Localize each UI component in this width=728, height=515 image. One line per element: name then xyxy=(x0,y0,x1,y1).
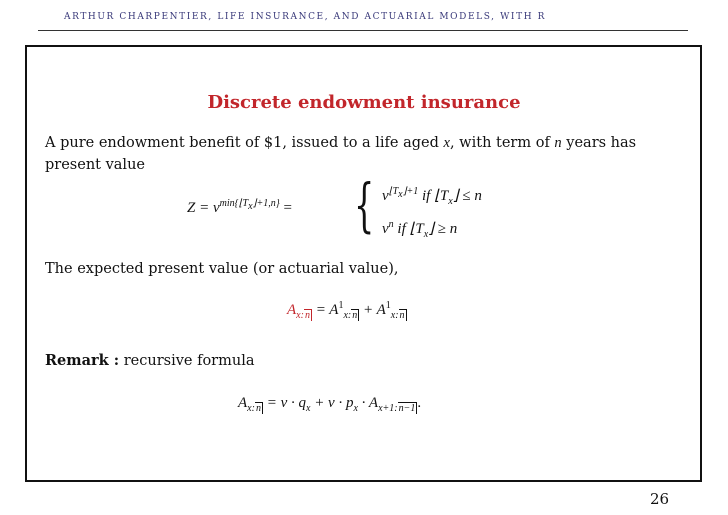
intro-text-c: years has xyxy=(566,135,637,151)
case2-sup: n xyxy=(388,219,394,230)
case1-sup: ⌊T xyxy=(388,186,399,197)
case1-cond-end: ⌋ ≤ n xyxy=(452,188,482,204)
header-rule xyxy=(38,30,688,31)
epv-term1-sup: 1 xyxy=(338,300,344,311)
epv-eq: = A xyxy=(315,302,339,318)
eq-equals: = xyxy=(283,200,292,216)
running-header: ARTHUR CHARPENTIER, LIFE INSURANCE, AND ACTUARIAL MODELS, WITH R xyxy=(64,12,546,22)
slide-title: Discrete endowment insurance xyxy=(207,92,521,113)
epv-term2-sup: 1 xyxy=(385,300,391,311)
left-brace-icon: { xyxy=(354,171,375,239)
epv-term2-sub: x: xyxy=(390,310,399,321)
eq-lhs-sup-sub: x xyxy=(248,201,253,212)
case1-sup-end: ⌋+1 xyxy=(402,186,419,197)
rec-mid3: · A xyxy=(361,395,379,411)
expected-value-text: The expected present value (or actuarial value), xyxy=(45,261,399,277)
epv-term1-box: n xyxy=(352,310,358,321)
recursive-equation xyxy=(238,395,421,414)
intro-text-b: , with term of xyxy=(449,135,550,151)
epv-term1-sub: x: xyxy=(343,310,352,321)
rec-mid2: + ν · p xyxy=(314,395,354,411)
case2-cond-sub: x xyxy=(423,229,429,240)
epv-A-sub: x: xyxy=(296,310,304,321)
rec-end: . xyxy=(417,395,422,411)
rec-last-sub: x+1: xyxy=(378,403,398,414)
equation-lhs xyxy=(187,198,292,217)
case1-cond: if ⌊T xyxy=(422,188,449,204)
intro-line-2: present value xyxy=(45,157,145,173)
epv-plus: + A xyxy=(363,302,386,318)
eq-lhs-base: Z = ν xyxy=(187,200,220,216)
intro-line-1 xyxy=(45,132,636,154)
rec-A-sub: x: xyxy=(247,403,255,414)
page-number: 26 xyxy=(650,490,670,508)
intro-var-x: x xyxy=(443,135,450,151)
intro-text-a: A pure endowment benefit of $1, issued to a life aged xyxy=(45,135,439,151)
epv-red-term xyxy=(287,302,312,321)
eq-lhs-sup-end: ⌋+1,n} xyxy=(252,198,280,209)
case-2 xyxy=(382,219,457,240)
rec-A-box: n xyxy=(255,403,261,414)
case1-sup-sub: x xyxy=(398,189,403,200)
rec-last-box: n−1 xyxy=(398,403,416,414)
eq-lhs-sup: min{⌊T xyxy=(219,198,249,209)
remark-label: Remark : xyxy=(45,352,120,369)
rec-mid: = ν · q xyxy=(266,395,306,411)
case2-cond: if ⌊T xyxy=(397,221,424,237)
remark-line xyxy=(45,350,254,372)
rec-q-sub: x xyxy=(305,403,311,414)
epv-A: A xyxy=(287,302,297,318)
case1-base: ν xyxy=(382,188,389,204)
rec-p-sub: x xyxy=(353,403,358,414)
intro-var-n: n xyxy=(554,135,562,151)
remark-text: recursive formula xyxy=(123,353,255,369)
case2-cond-end: ⌋ ≥ n xyxy=(428,221,458,237)
epv-A-box: n xyxy=(304,310,310,321)
case2-base: ν xyxy=(382,221,389,237)
case1-cond-sub: x xyxy=(448,196,453,207)
case-1 xyxy=(382,186,482,207)
epv-equation xyxy=(287,300,407,321)
rec-A: A xyxy=(238,395,248,411)
epv-term2-box: n xyxy=(399,310,405,321)
